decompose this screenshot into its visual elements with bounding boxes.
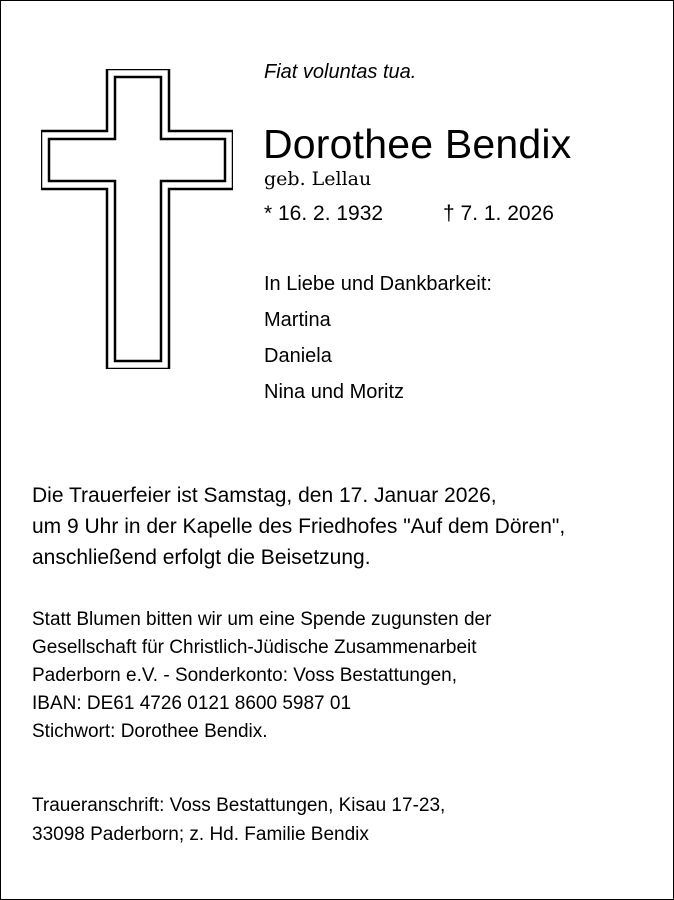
donation-line: Paderborn e.V. - Sonderkonto: Voss Bestattungen, [32, 665, 457, 686]
birth-date: * 16. 2. 1932 [264, 202, 384, 225]
donation-line: Gesellschaft für Christlich-Jüdische Zusammenarbeit [32, 637, 477, 658]
mourners-block [264, 271, 492, 415]
cross-icon [41, 69, 233, 369]
service-line: Die Trauerfeier ist Samstag, den 17. Januar 2026, [32, 484, 497, 507]
deceased-name: Dorothee Bendix [263, 121, 572, 167]
donation-line: Statt Blumen bitten wir um eine Spende zugunsten der [32, 609, 492, 630]
address-line: 33098 Paderborn; z. Hd. Familie Bendix [32, 824, 369, 845]
service-line: um 9 Uhr in der Kapelle des Friedhofes "Auf dem Dören", [32, 515, 566, 538]
mourners-heading: In Liebe und Dankbarkeit: [264, 273, 492, 295]
motto: Fiat voluntas tua. [264, 61, 417, 83]
address-paragraph [32, 791, 445, 849]
service-paragraph [32, 480, 565, 573]
mourner-name: Martina [264, 309, 331, 331]
address-line: Traueranschrift: Voss Bestattungen, Kisau 17-23, [32, 795, 446, 816]
mourner-name: Daniela [264, 345, 332, 367]
mourner-name: Nina und Moritz [264, 381, 405, 403]
maiden-name: geb. Lellau [264, 168, 372, 190]
donation-paragraph [32, 606, 491, 746]
donation-line: Stichwort: Dorothee Bendix. [32, 721, 268, 742]
death-date: † 7. 1. 2026 [443, 202, 554, 225]
donation-line: IBAN: DE61 4726 0121 8600 5987 01 [32, 693, 352, 714]
service-line: anschließend erfolgt die Beisetzung. [32, 546, 371, 569]
